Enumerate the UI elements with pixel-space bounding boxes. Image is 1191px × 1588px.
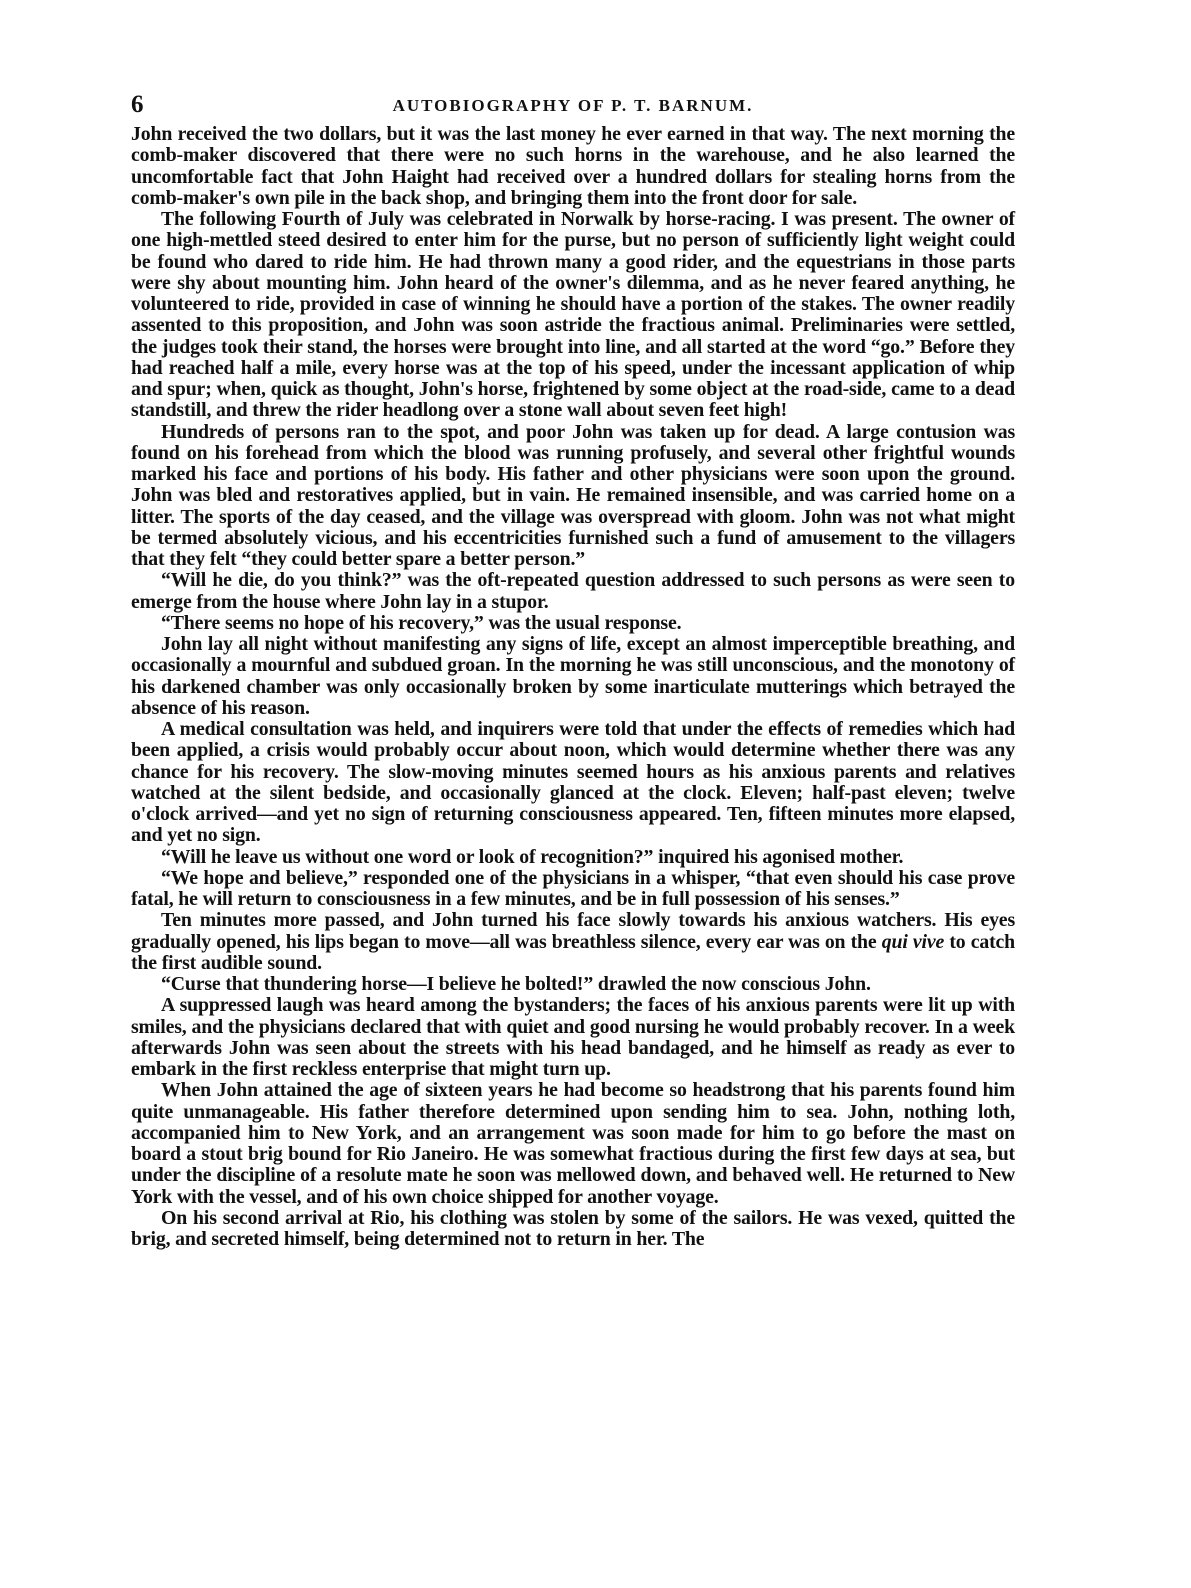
paragraph (131, 910, 1015, 974)
paragraph: A medical consultation was held, and inquirers were told that under the effects of remedies which had been applied, a crisis would probably occur about noon, which would determine whether there was any chance for his recovery. The slow-moving minutes seemed hours as his anxious parents and relatives watched at the silent bedside, and occasionally glanced at the clock. Eleven; half-past eleven; twelve o'clock arrived—and yet no sign of returning consciousness appeared. Ten, fifteen minutes more elapsed, and yet no sign. (131, 718, 1015, 847)
running-head (131, 88, 1015, 122)
body-text (131, 124, 1015, 1250)
book-page (131, 88, 1015, 1250)
paragraph: Hundreds of persons ran to the spot, and poor John was taken up for dead. A large contusion was found on his forehead from which the blood was running profusely, and several other frightful wounds marked his face and portions of his body. His father and other physicians were soon upon the ground. John was bled and restoratives applied, but in vain. He remained insensible, and was carried home on a litter. The sports of the day ceased, and the village was overspread with gloom. John was not what might be termed absolutely vicious, and his eccentricities furnished such a fund of amusement to the villagers that they felt “they could better spare a better person.” (131, 420, 1015, 570)
paragraph: “Will he leave us without one word or look of recognition?” inquired his agonised mother. (161, 845, 904, 868)
paragraph: A suppressed laugh was heard among the bystanders; the faces of his anxious parents were lit up with smiles, and the physicians declared that with quiet and good nursing he would probably recover. In a week afterwards John was seen about the streets with his head bandaged, and he himself as ready as ever to embark in the first reckless enterprise that might turn up. (131, 994, 1015, 1080)
page-number: 6 (131, 91, 144, 118)
paragraph: On his second arrival at Rio, his clothing was stolen by some of the sailors. He was vexed, quitted the brig, and secreted himself, being determined not to return in her. The (131, 1206, 1015, 1250)
paragraph-text: to catch the first audible sound. (131, 930, 1016, 974)
paragraph: “Curse that thundering horse—I believe he bolted!” drawled the now conscious John. (161, 973, 871, 995)
italic-phrase: qui vive (881, 930, 945, 953)
paragraph: “Will he die, do you think?” was the oft-repeated question addressed to such persons as were seen to emerge from the house where John lay in a stupor. (131, 569, 1015, 613)
paragraph: “There seems no hope of his recovery,” was the usual response. (161, 611, 682, 634)
paragraph: John lay all night without manifesting any signs of life, except an almost imperceptible breathing, and occasionally a mournful and subdued groan. In the morning he was still unconscious, and the monotony of his darkened chamber was only occasionally broken by some inarticulate mutterings which betrayed the absence of his reason. (131, 633, 1015, 719)
paragraph: John received the two dollars, but it was the last money he ever earned in that way. The next morning the comb-maker discovered that there were no such horns in the warehouse, and he also learned the uncomfortable fact that John Haight had received over a hundred dollars for stealing horns from the comb-maker's own pile in the back shop, and bringing them into the front door for sale. (131, 123, 1015, 209)
running-title: AUTOBIOGRAPHY OF P. T. BARNUM. (392, 96, 754, 115)
paragraph-text: Ten minutes more passed, and John turned his face slowly towards his anxious watchers. His eyes gradually opened, his lips began to move—all was breathless silence, every ear was on the (131, 909, 1015, 953)
paragraph: “We hope and believe,” responded one of the physicians in a whisper, “that even should his case prove fatal, he will return to consciousness in a few minutes, and be in full possession of his senses.” (131, 866, 1015, 910)
paragraph: When John attained the age of sixteen years he had become so headstrong that his parents found him quite unmanageable. His father therefore determined upon sending him to sea. John, nothing loth, accompanied him to New York, and an arrangement was soon made for him to go before the mast on board a stout brig bound for Rio Janeiro. He was somewhat fractious during the first few days at sea, but under the discipline of a resolute mate he soon was mellowed down, and behaved well. He returned to New York with the vessel, and of his own choice shipped for another voyage. (131, 1079, 1015, 1208)
paragraph: The following Fourth of July was celebrated in Norwalk by horse-racing. I was present. The owner of one high-mettled steed desired to enter him for the purse, but no person of sufficiently light weight could be found who dared to ride him. He had thrown many a good rider, and the equestrians in those parts were shy about mounting him. John heard of the owner's dilemma, and as he never feared anything, he volunteered to ride, provided in case of winning he should have a portion of the stakes. The owner readily assented to this proposition, and John was soon astride the fractious animal. Preliminaries were settled, the judges took their stand, the horses were brought into line, and all started at the word “go.” Before they had reached half a mile, every horse was at the top of his speed, under the incessant application of whip and spur; when, quick as thought, John's horse, frightened by some object at the road-side, came to a dead standstill, and threw the rider headlong over a stone wall about seven feet high! (131, 208, 1015, 422)
